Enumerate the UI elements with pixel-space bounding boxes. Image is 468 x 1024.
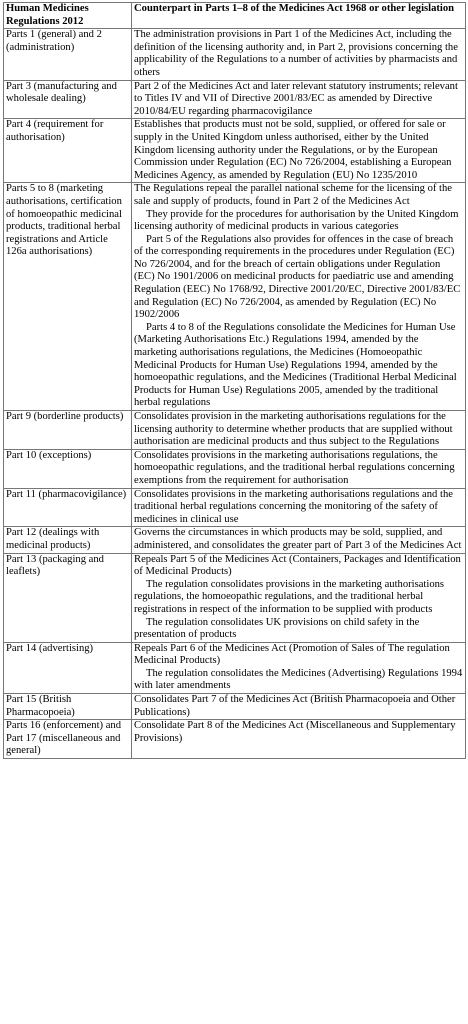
table-row — [4, 720, 466, 759]
counterpart-cell — [132, 488, 466, 527]
table-row — [4, 411, 466, 450]
table-header-row — [4, 3, 466, 29]
counterpart-cell — [132, 29, 466, 80]
table-row — [4, 488, 466, 527]
table-row — [4, 80, 466, 119]
counterpart-cell — [132, 694, 466, 720]
part-cell: Part 14 (advertising) — [4, 642, 132, 693]
counterpart-paragraph: Consolidates provision in the marketing authorisations regulations for the licensing authority to determine whether products that are supplied without authorisation are medicinal products and thus subject to the Regulations — [134, 411, 453, 448]
counterpart-cell — [132, 411, 466, 450]
part-cell: Part 10 (exceptions) — [4, 449, 132, 488]
table-row — [4, 183, 466, 411]
part-cell: Parts 5 to 8 (marketing authorisations, certification of homoeopathic medicinal products, traditional herbal registrations and Article 126a authorisations) — [4, 183, 132, 411]
table-row — [4, 694, 466, 720]
part-cell: Part 12 (dealings with medicinal products) — [4, 527, 132, 553]
part-cell: Parts 1 (general) and 2 (administration) — [4, 29, 132, 80]
counterpart-paragraph: Part 2 of the Medicines Act and later relevant statutory instruments; relevant to Titles IV and VII of Directive 2001/83/EC as amended by Directive 2010/84/EU regarding pharmacovigilance — [134, 80, 458, 117]
part-cell: Part 15 (British Pharmacopoeia) — [4, 694, 132, 720]
counterpart-paragraph: Consolidate Part 8 of the Medicines Act (Miscellaneous and Supplementary Provisions) — [134, 720, 456, 744]
counterpart-cell — [132, 449, 466, 488]
counterpart-cell — [132, 527, 466, 553]
counterpart-cell — [132, 642, 466, 693]
table-row — [4, 642, 466, 693]
part-cell: Part 3 (manufacturing and wholesale dealing) — [4, 80, 132, 119]
counterpart-cell — [132, 720, 466, 759]
counterpart-cell — [132, 553, 466, 642]
part-cell: Part 13 (packaging and leaflets) — [4, 553, 132, 642]
counterpart-paragraph: Repeals Part 5 of the Medicines Act (Containers, Packages and Identification of Medicinal Products) — [134, 553, 461, 578]
part-cell: Part 11 (pharmacovigilance) — [4, 488, 132, 527]
part-cell: Part 9 (borderline products) — [4, 411, 132, 450]
part-cell: Parts 16 (enforcement) and Part 17 (miscellaneous and general) — [4, 720, 132, 759]
counterpart-paragraph: They provide for the procedures for authorisation by the United Kingdom licensing authority of medicinal products in various categories — [134, 208, 459, 233]
header-counterpart-legislation: Counterpart in Parts 1–8 of the Medicines Act 1968 or other legislation — [132, 3, 466, 29]
counterpart-paragraph: The Regulations repeal the parallel national scheme for the licensing of the sale and supply of products, found in Part 2 of the Medicines Act — [134, 183, 452, 207]
counterpart-paragraph: Establishes that products must not be sold, supplied, or offered for sale or supply in the United Kingdom unless authorised, either by the United Kingdom licensing authority under the Regulations, or by the European Commission under Regulation (EC) No 726/2004, establishing a European Medicines Agency, as amended by Regulation (EU) No 1235/2010 — [134, 119, 452, 181]
counterpart-paragraph: Consolidates Part 7 of the Medicines Act (British Pharmacopoeia and Other Publications) — [134, 694, 456, 718]
counterpart-paragraph: Consolidates provisions in the marketing authorisations regulations and the traditional herbal regulations concerning the monitoring of the safety of medicines in clinical use — [134, 488, 453, 525]
counterpart-paragraph: Part 5 of the Regulations also provides for offences in the case of breach of the corresponding requirements in the procedures under Regulation (EC) No 726/2004, and for the breach of certain obligations under Regulation (EC) No 1901/2006 on medicinal products for paediatric use and amending Regulation (EEC) No 1768/92, Directive 2001/20/EC, Directive 2001/83/EC and Regulation (EC) No 726/2004, as amended by Regulation (EC) No 1902/2006 — [134, 233, 461, 321]
table-row — [4, 553, 466, 642]
table-row — [4, 527, 466, 553]
table-row — [4, 29, 466, 80]
counterpart-paragraph: The regulation consolidates the Medicines (Advertising) Regulations 1994 with later amendments — [134, 667, 463, 692]
table-row — [4, 119, 466, 183]
counterpart-cell — [132, 80, 466, 119]
counterpart-cell — [132, 183, 466, 411]
table-row — [4, 449, 466, 488]
part-cell: Part 4 (requirement for authorisation) — [4, 119, 132, 183]
counterpart-paragraph: The regulation consolidates UK provisions on child safety in the presentation of products — [134, 616, 420, 641]
counterpart-paragraph: Repeals Part 6 of the Medicines Act (Promotion of Sales of The regulation Medicinal Products) — [134, 642, 450, 667]
legislation-comparison-table — [3, 2, 466, 759]
counterpart-paragraph: The administration provisions in Part 1 of the Medicines Act, including the definition of the licensing authority and, in Part 2, provisions concerning the applicability of the Regulations to a number of activities by pharmacists and others — [134, 29, 458, 78]
counterpart-paragraph: Consolidates provisions in the marketing authorisations regulations, the homoeopathic regulations, and the traditional herbal regulations concerning exemptions from the requirement for authorisation — [134, 449, 455, 486]
counterpart-paragraph: Parts 4 to 8 of the Regulations consolidate the Medicines for Human Use (Marketing Authorisations Etc.) Regulations 1994, amended by the marketing authorisations regulations, the Medicines (Homoeopathic Medicinal Products for Human Use) Regulations 1994, amended by the homoeopathic regulations, and the Medicines (Traditional Herbal Medicinal Products for Human Use) Regulations 2005, amended by the traditional herbal regulations — [134, 321, 457, 409]
counterpart-paragraph: The regulation consolidates provisions in the marketing authorisations regulations, the homoeopathic regulations, and the traditional herbal registrations in respect of the information to be supplied with products — [134, 578, 445, 615]
table-body — [4, 29, 466, 759]
counterpart-paragraph: Governs the circumstances in which products may be sold, supplied, and administered, and consolidates the greater part of Part 3 of the Medicines Act — [134, 527, 462, 551]
counterpart-cell — [132, 119, 466, 183]
header-regulations-2012: Human Medicines Regulations 2012 — [4, 3, 132, 29]
